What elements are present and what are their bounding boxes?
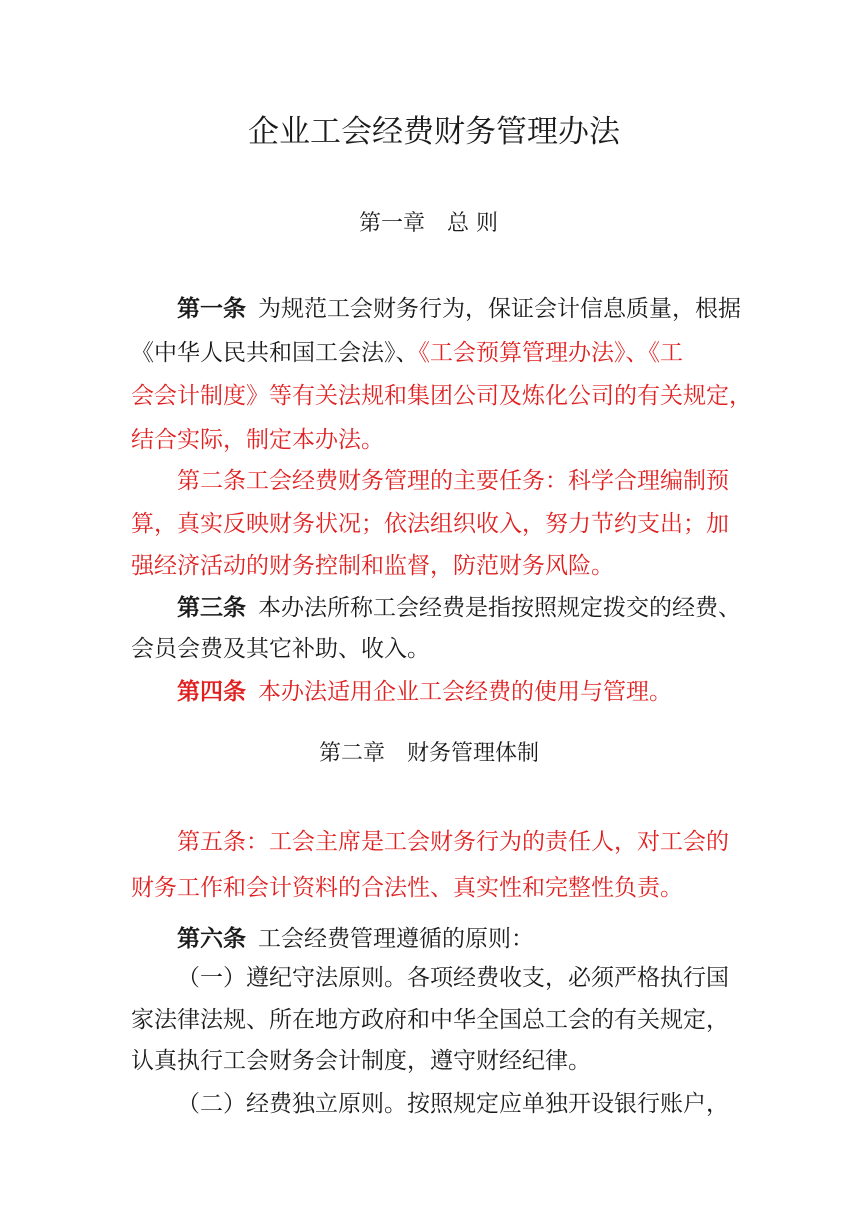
chapter-1-name: 总 则 xyxy=(447,211,499,236)
article-4-label: 第四条 xyxy=(177,679,246,705)
article-6-item-1-line-3: 认真执行工会财务会计制度，遵守财经纪律。 xyxy=(131,1048,591,1074)
chapter-2-number: 第二章 xyxy=(319,741,386,766)
article-1-text: 为规范工会财务行为，保证会计信息质量，根据 xyxy=(258,296,741,322)
article-3-text: 本办法所称工会经费是指按照规定拨交的经费、 xyxy=(258,595,741,621)
article-2-line-2: 算，真实反映财务状况；依法组织收入，努力节约支出；加 xyxy=(131,511,729,537)
document-title: 企业工会经费财务管理办法 xyxy=(248,114,620,150)
article-3-label: 第三条 xyxy=(177,595,246,621)
article-2-line-3: 强经济活动的财务控制和监督，防范财务风险。 xyxy=(131,553,614,579)
chapter-1-heading xyxy=(359,209,498,239)
article-1-label: 第一条 xyxy=(177,296,246,322)
article-2-line-1: 第二条工会经费财务管理的主要任务：科学合理编制预 xyxy=(177,468,729,494)
article-4-line xyxy=(177,677,672,707)
article-5-line-2: 财务工作和会计资料的合法性、真实性和完整性负责。 xyxy=(131,875,683,901)
article-6-label: 第六条 xyxy=(177,926,246,952)
article-1-regulation-ref: 《工会预算管理办法》、《工 xyxy=(418,340,683,366)
article-6-line xyxy=(177,924,534,954)
article-4-text: 本办法适用企业工会经费的使用与管理。 xyxy=(258,679,672,705)
article-6-text: 工会经费管理遵循的原则： xyxy=(258,926,534,952)
article-1-line-4: 结合实际，制定本办法。 xyxy=(131,427,384,453)
article-1-line-1 xyxy=(177,294,741,324)
chapter-1-number: 第一章 xyxy=(359,211,426,236)
article-5-line-1: 第五条：工会主席是工会财务行为的责任人，对工会的 xyxy=(177,829,729,855)
article-1-line-3: 会会计制度》等有关法规和集团公司及炼化公司的有关规定， xyxy=(131,383,752,409)
article-6-item-1-line-2: 家法律法规、所在地方政府和中华全国总工会的有关规定， xyxy=(131,1007,729,1033)
article-6-item-2-line-1: （二）经费独立原则。按照规定应单独开设银行账户， xyxy=(177,1091,729,1117)
article-3-line-2: 会员会费及其它补助、收入。 xyxy=(131,636,430,662)
article-1-law-ref: 《中华人民共和国工会法》、 xyxy=(131,340,419,366)
article-3-line-1 xyxy=(177,593,741,623)
chapter-2-name: 财务管理体制 xyxy=(407,741,540,766)
chapter-2-heading xyxy=(319,739,539,769)
article-6-item-1-line-1: （一）遵纪守法原则。各项经费收支，必须严格执行国 xyxy=(177,965,729,991)
article-1-line-2 xyxy=(131,338,683,368)
